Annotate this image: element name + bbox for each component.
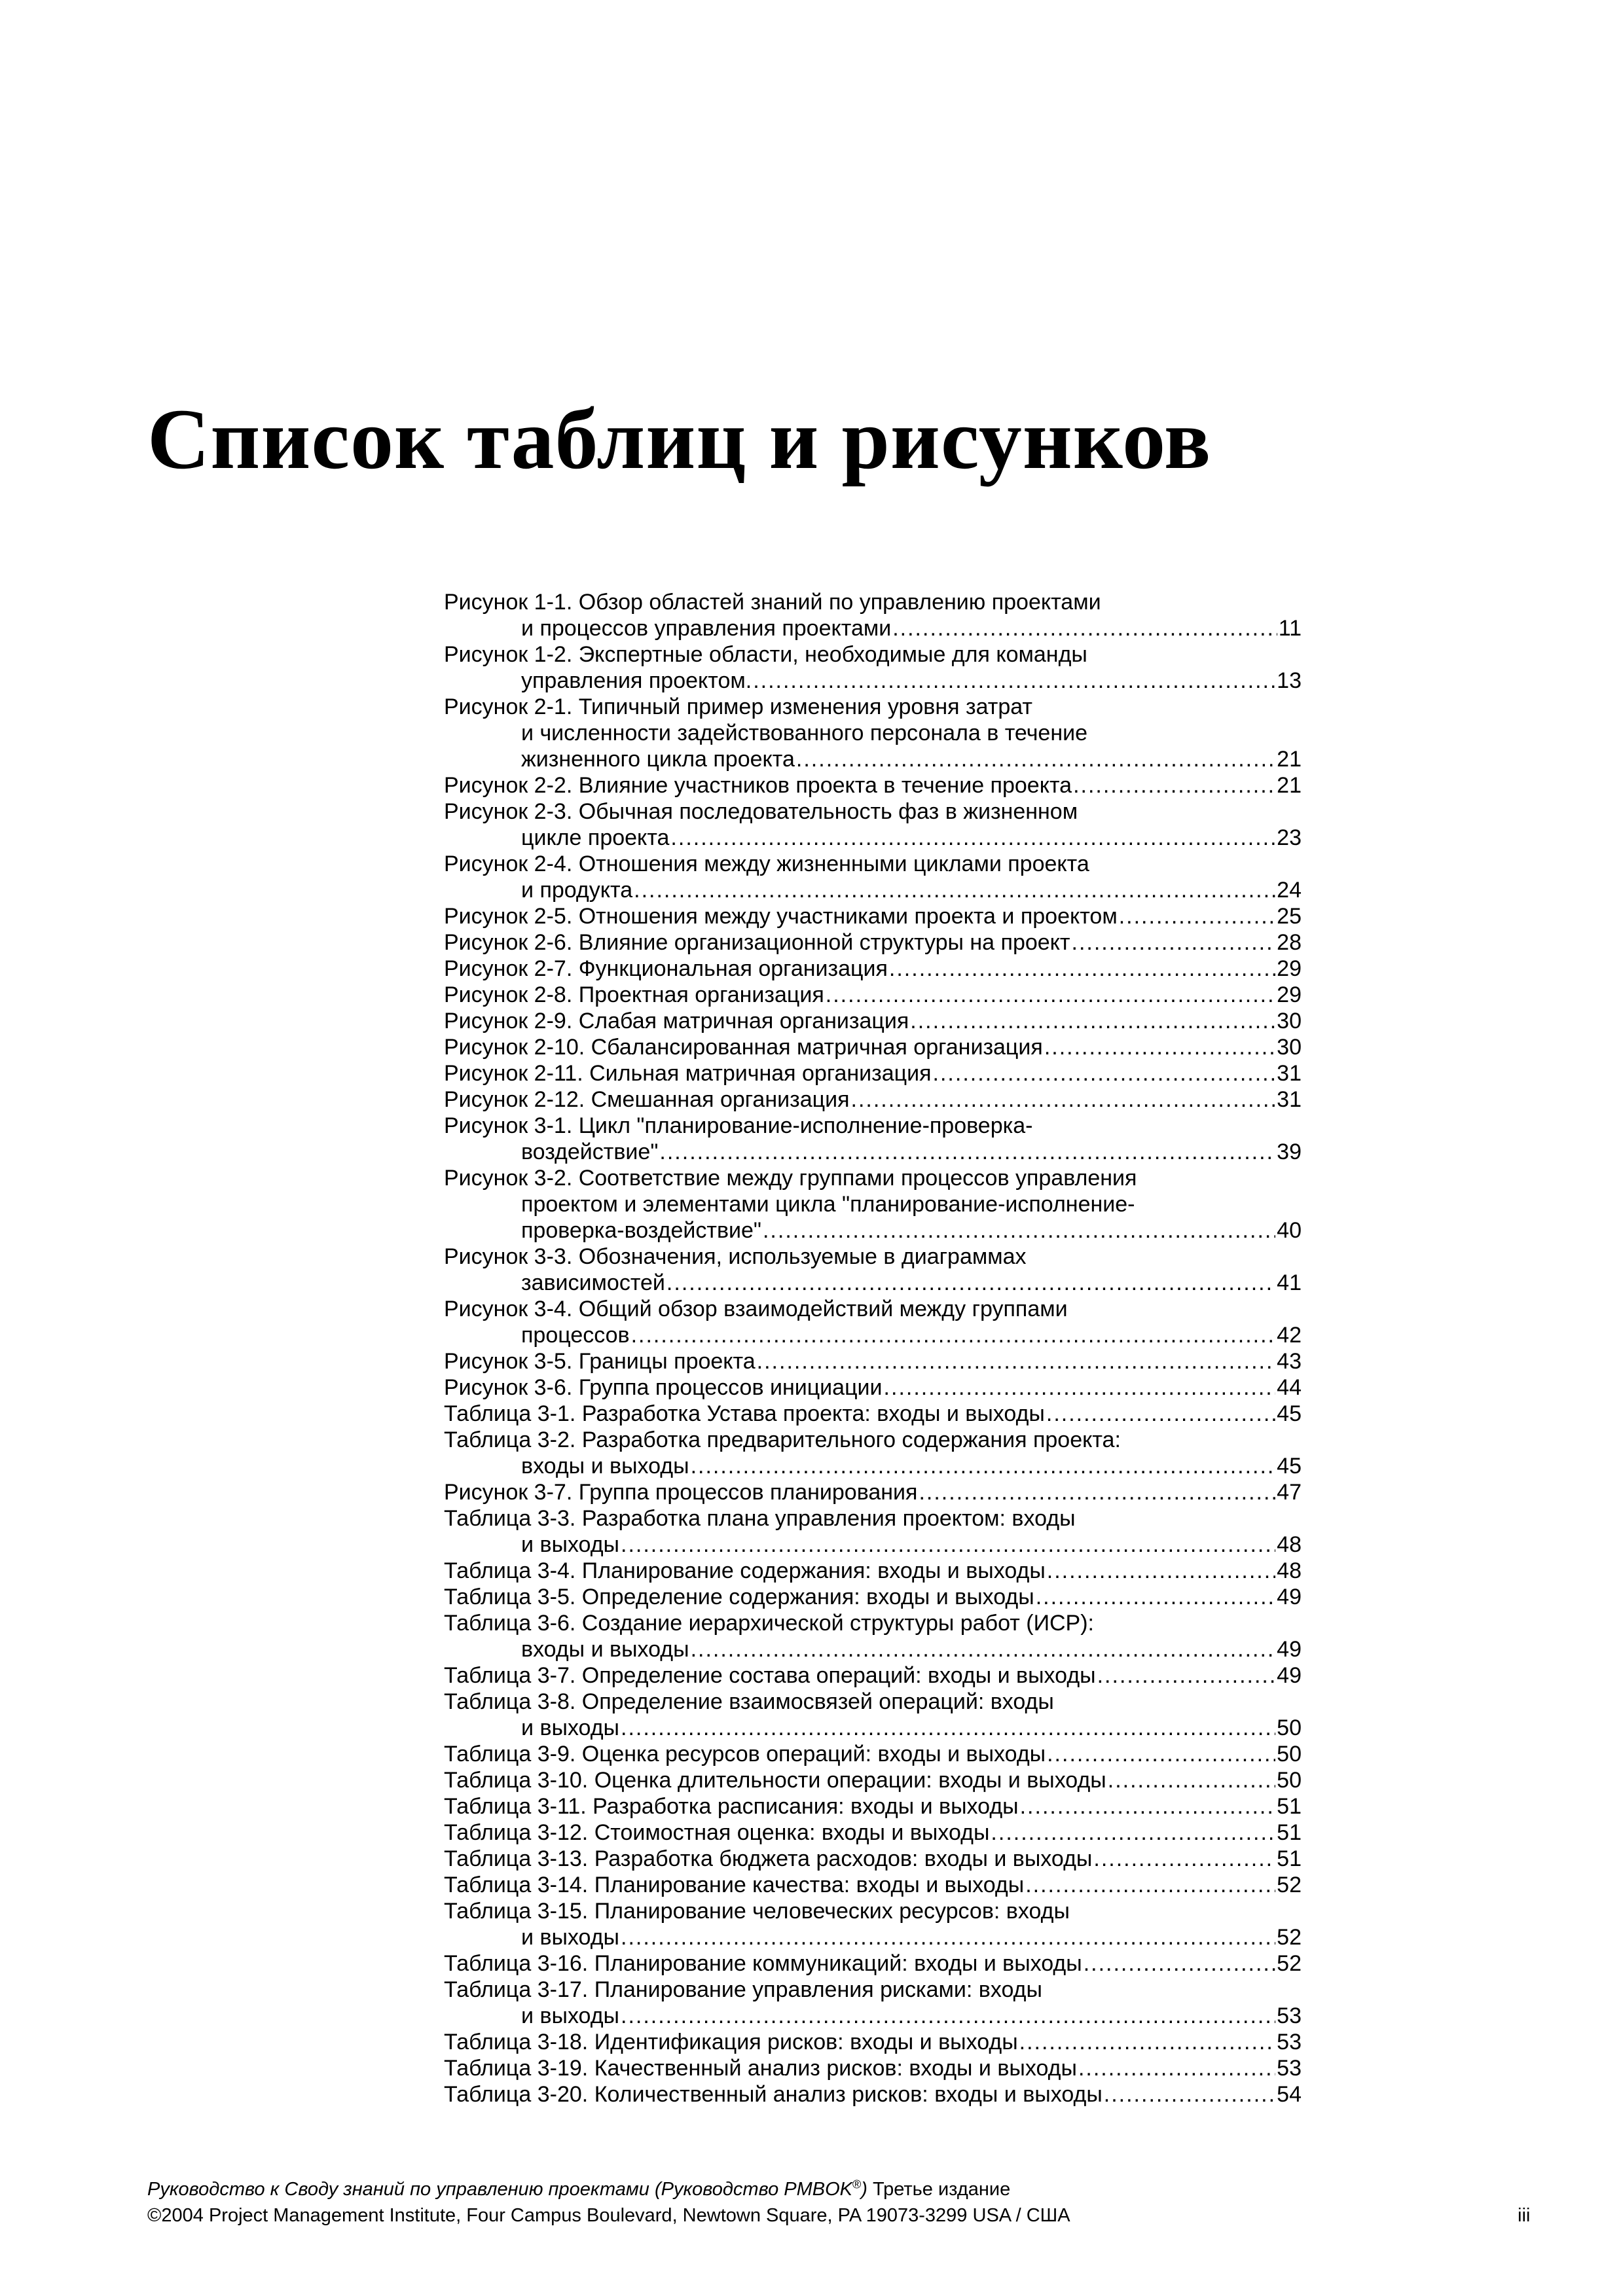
toc-entry-line-last (444, 1662, 1302, 1689)
toc-entry-text: и процессов управления проектами (521, 616, 892, 641)
toc-dot-leader (621, 1532, 1275, 1558)
toc-entry (444, 929, 1302, 956)
toc-entry-text: Таблица 3-16. Планирование коммуникаций: входы и выходы (444, 1951, 1082, 1976)
toc-entry-line-last (444, 903, 1302, 929)
toc-page-number: 13 (1277, 668, 1302, 693)
toc-entry-text: Таблица 3-9. Оценка ресурсов операций: входы и выходы (444, 1742, 1046, 1767)
toc-dot-leader (796, 746, 1275, 772)
toc-entry-line-last (444, 1479, 1302, 1505)
toc-dot-leader (851, 1086, 1276, 1113)
toc-entry-text: Таблица 3-8. Определение взаимосвязей операций: входы (444, 1689, 1054, 1714)
toc-page-number: 21 (1277, 747, 1302, 772)
toc-entry-text: Таблица 3-19. Качественный анализ рисков: входы и выходы (444, 2056, 1077, 2081)
toc-entry-text: Рисунок 2-1. Типичный пример изменения уровня затрат (444, 694, 1032, 719)
toc-entry-line-last (444, 615, 1302, 641)
toc-entry (444, 1898, 1302, 1950)
toc-entry-text: Таблица 3-7. Определение состава операций: входы и выходы (444, 1663, 1096, 1688)
toc-entry-line-last (444, 982, 1302, 1008)
toc-entry-line-last (444, 2003, 1302, 2029)
toc-entry (444, 1348, 1302, 1374)
toc-entry-text: Таблица 3-11. Разработка расписания: входы и выходы (444, 1794, 1019, 1819)
toc-entry (444, 1977, 1302, 2029)
toc-dot-leader (753, 668, 1275, 694)
toc-dot-leader (1047, 1741, 1275, 1767)
toc-entry (444, 1113, 1302, 1165)
toc-entry-text: и выходы (521, 1715, 619, 1740)
table-of-figures-list (444, 589, 1302, 2108)
toc-dot-leader (757, 1348, 1276, 1374)
toc-page-number: 47 (1277, 1480, 1302, 1505)
toc-entry-text: Таблица 3-20. Количественный анализ рисков: входы и выходы (444, 2082, 1103, 2107)
toc-dot-leader (1119, 903, 1275, 929)
toc-entry-line (444, 694, 1302, 720)
toc-entry-text: Рисунок 2-6. Влияние организационной структуры на проект (444, 930, 1070, 955)
toc-entry-text: Рисунок 2-7. Функциональная организация (444, 956, 888, 981)
toc-dot-leader (631, 1322, 1276, 1348)
toc-dot-leader (826, 982, 1275, 1008)
toc-entry-line-last (444, 746, 1302, 772)
toc-page-number: 31 (1277, 1087, 1302, 1112)
toc-entry-text: и выходы (521, 2003, 619, 2028)
toc-entry (444, 1086, 1302, 1113)
toc-page-number: 23 (1277, 825, 1302, 850)
toc-entry-text: Таблица 3-2. Разработка предварительного содержания проекта: (444, 1427, 1121, 1452)
toc-dot-leader (1044, 1034, 1275, 1060)
toc-entry-text: Рисунок 1-1. Обзор областей знаний по управлению проектами (444, 590, 1101, 615)
toc-entry (444, 2055, 1302, 2081)
toc-entry-line (444, 1427, 1302, 1453)
toc-entry (444, 1846, 1302, 1872)
toc-entry-line-last (444, 1086, 1302, 1113)
toc-entry-line-last (444, 1820, 1302, 1846)
toc-entry (444, 1767, 1302, 1793)
toc-page-number: 48 (1277, 1532, 1302, 1557)
toc-page-number: 45 (1277, 1454, 1302, 1479)
toc-dot-leader (1097, 1662, 1276, 1689)
toc-dot-leader (1047, 1558, 1275, 1584)
toc-page-number: 29 (1277, 956, 1302, 981)
toc-entry-line (444, 1113, 1302, 1139)
toc-entry (444, 2029, 1302, 2055)
toc-page-number: 52 (1277, 1873, 1302, 1897)
toc-entry-text: цикле проекта (521, 825, 670, 850)
toc-page-number: 51 (1277, 1820, 1302, 1845)
toc-entry-text: Таблица 3-4. Планирование содержания: входы и выходы (444, 1558, 1046, 1583)
toc-entry-line-last (444, 2081, 1302, 2108)
toc-entry (444, 1662, 1302, 1689)
toc-entry-line-last (444, 1532, 1302, 1558)
toc-entry (444, 1060, 1302, 1086)
toc-entry-text: жизненного цикла проекта (521, 747, 795, 772)
toc-entry-line-last (444, 1322, 1302, 1348)
toc-entry (444, 2081, 1302, 2108)
toc-dot-leader (691, 1636, 1276, 1662)
toc-page-number: 41 (1277, 1270, 1302, 1295)
toc-entry (444, 1584, 1302, 1610)
toc-page-number: 49 (1277, 1637, 1302, 1662)
toc-entry (444, 1505, 1302, 1558)
toc-entry (444, 1558, 1302, 1584)
toc-entry (444, 1793, 1302, 1820)
toc-entry-line-last (444, 1636, 1302, 1662)
toc-page-number: 25 (1277, 904, 1302, 929)
toc-entry-text: Рисунок 1-2. Экспертные области, необходимые для команды (444, 642, 1087, 667)
toc-entry-text: воздействие" (521, 1139, 659, 1164)
toc-page-number: 39 (1277, 1139, 1302, 1164)
toc-dot-leader (666, 1270, 1275, 1296)
toc-entry (444, 1479, 1302, 1505)
toc-entry-text: Рисунок 2-5. Отношения между участниками проекта и проектом (444, 904, 1118, 929)
toc-entry (444, 1296, 1302, 1348)
toc-entry-text: проектом и элементами цикла "планирование-исполнение- (521, 1192, 1135, 1217)
toc-entry-text: Рисунок 2-10. Сбалансированная матричная организация (444, 1035, 1043, 1060)
toc-entry-line-last (444, 1558, 1302, 1584)
toc-entry (444, 694, 1302, 772)
toc-entry-line-last (444, 1741, 1302, 1767)
toc-entry-line-last (444, 1584, 1302, 1610)
toc-entry-line-last (444, 772, 1302, 798)
toc-page-number: 29 (1277, 982, 1302, 1007)
toc-entry-text: входы и выходы (521, 1454, 689, 1479)
toc-entry (444, 1820, 1302, 1846)
toc-page-number: 40 (1277, 1218, 1302, 1243)
toc-entry-text: Рисунок 3-2. Соответствие между группами процессов управления (444, 1166, 1137, 1191)
toc-entry-text: Таблица 3-5. Определение содержания: входы и выходы (444, 1585, 1034, 1609)
toc-entry (444, 1950, 1302, 1977)
toc-entry-line (444, 1191, 1302, 1217)
toc-entry-line (444, 589, 1302, 615)
toc-entry (444, 1034, 1302, 1060)
toc-entry (444, 1244, 1302, 1296)
toc-dot-leader (1020, 1793, 1276, 1820)
toc-entry-text: Рисунок 3-1. Цикл "планирование-исполнение-проверка- (444, 1113, 1033, 1138)
toc-entry-line-last (444, 1767, 1302, 1793)
footer-book-title: Руководство к Своду знаний по управлению проектами (Руководство PMBOK®) Третье издание (147, 2178, 1011, 2200)
toc-entry-text: Таблица 3-6. Создание иерархической структуры работ (ИСР): (444, 1611, 1095, 1636)
toc-entry-text: Таблица 3-3. Разработка плана управления проектом: входы (444, 1506, 1076, 1531)
toc-dot-leader (889, 956, 1275, 982)
toc-page-number: 51 (1277, 1846, 1302, 1871)
toc-dot-leader (1108, 1767, 1275, 1793)
toc-entry (444, 851, 1302, 903)
toc-entry-text: Рисунок 3-3. Обозначения, используемые в диаграммах (444, 1244, 1027, 1269)
toc-entry-line-last (444, 1401, 1302, 1427)
toc-page-number: 53 (1277, 2056, 1302, 2081)
toc-entry-line-last (444, 825, 1302, 851)
toc-entry-line (444, 1244, 1302, 1270)
toc-page-number: 45 (1277, 1401, 1302, 1426)
toc-dot-leader (634, 877, 1275, 903)
page-number: iii (1518, 2205, 1531, 2226)
toc-entry-text: и продукта (521, 878, 633, 903)
toc-entry-text: Таблица 3-14. Планирование качества: входы и выходы (444, 1873, 1025, 1897)
toc-entry-text: Рисунок 2-12. Смешанная организация (444, 1087, 850, 1112)
toc-page-number: 11 (1278, 616, 1302, 641)
toc-entry-text: Рисунок 2-8. Проектная организация (444, 982, 824, 1007)
toc-entry-text: Таблица 3-10. Оценка длительности операции: входы и выходы (444, 1768, 1106, 1793)
toc-page-number: 50 (1277, 1768, 1302, 1793)
toc-entry-line-last (444, 877, 1302, 903)
toc-entry-line (444, 1977, 1302, 2003)
toc-entry-line-last (444, 1793, 1302, 1820)
toc-entry-line-last (444, 1348, 1302, 1374)
toc-dot-leader (621, 1924, 1275, 1950)
toc-entry-line-last (444, 1374, 1302, 1401)
toc-page-number: 21 (1277, 773, 1302, 798)
toc-entry-line-last (444, 1217, 1302, 1244)
toc-entry-line-last (444, 1715, 1302, 1741)
toc-entry-line-last (444, 1034, 1302, 1060)
toc-page-number: 42 (1277, 1323, 1302, 1348)
toc-entry-text: и численности задействованного персонала в течение (521, 721, 1088, 745)
toc-dot-leader (763, 1217, 1275, 1244)
toc-entry (444, 589, 1302, 641)
toc-entry-text: входы и выходы (521, 1637, 689, 1662)
toc-page-number: 43 (1277, 1349, 1302, 1374)
toc-entry-text: проверка-воздействие" (521, 1218, 761, 1243)
toc-page-number: 31 (1277, 1061, 1302, 1086)
toc-dot-leader (670, 825, 1275, 851)
toc-page-number: 53 (1277, 2030, 1302, 2054)
toc-page-number: 52 (1277, 1925, 1302, 1950)
toc-entry-line-last (444, 1270, 1302, 1296)
toc-entry (444, 956, 1302, 982)
toc-entry-text: Таблица 3-17. Планирование управления рисками: входы (444, 1977, 1042, 2002)
toc-entry-text: Рисунок 3-4. Общий обзор взаимодействий между группами (444, 1297, 1068, 1321)
toc-dot-leader (1072, 929, 1276, 956)
toc-entry-line (444, 1610, 1302, 1636)
toc-entry-text: Таблица 3-18. Идентификация рисков: входы и выходы (444, 2030, 1018, 2054)
toc-entry-line-last (444, 1924, 1302, 1950)
toc-entry-line-last (444, 1139, 1302, 1165)
toc-dot-leader (991, 1820, 1275, 1846)
toc-dot-leader (910, 1008, 1275, 1034)
toc-dot-leader (1046, 1401, 1275, 1427)
toc-entry-text: Рисунок 2-4. Отношения между жизненными циклами проекта (444, 852, 1089, 876)
toc-entry-line (444, 641, 1302, 668)
toc-entry (444, 982, 1302, 1008)
toc-dot-leader (919, 1479, 1275, 1505)
toc-entry-line (444, 1296, 1302, 1322)
toc-page-number: 51 (1277, 1794, 1302, 1819)
toc-dot-leader (1019, 2029, 1276, 2055)
toc-entry-text: Рисунок 3-7. Группа процессов планирования (444, 1480, 918, 1505)
toc-entry-line-last (444, 1872, 1302, 1898)
toc-dot-leader (691, 1453, 1276, 1479)
toc-page-number: 50 (1277, 1742, 1302, 1767)
toc-entry-line-last (444, 1453, 1302, 1479)
toc-dot-leader (1036, 1584, 1275, 1610)
toc-page-number: 30 (1277, 1035, 1302, 1060)
toc-page-number: 48 (1277, 1558, 1302, 1583)
page-title: Список таблиц и рисунков (147, 391, 1212, 487)
toc-dot-leader (621, 1715, 1275, 1741)
toc-entry-text: Рисунок 3-5. Границы проекта (444, 1349, 756, 1374)
toc-entry-text: Таблица 3-15. Планирование человеческих ресурсов: входы (444, 1899, 1070, 1924)
toc-entry (444, 798, 1302, 851)
toc-page-number: 50 (1277, 1715, 1302, 1740)
toc-entry (444, 1427, 1302, 1479)
toc-page-number: 49 (1277, 1663, 1302, 1688)
toc-dot-leader (1078, 2055, 1275, 2081)
toc-page-number: 49 (1277, 1585, 1302, 1609)
toc-entry-text: Таблица 3-12. Стоимостная оценка: входы и выходы (444, 1820, 990, 1845)
toc-entry-text: Рисунок 2-11. Сильная матричная организация (444, 1061, 932, 1086)
toc-entry-text: Таблица 3-13. Разработка бюджета расходов: входы и выходы (444, 1846, 1093, 1871)
toc-entry-text: процессов (521, 1323, 630, 1348)
toc-entry-text: Рисунок 3-6. Группа процессов инициации (444, 1375, 883, 1400)
toc-dot-leader (1104, 2081, 1275, 2108)
toc-entry-text: зависимостей (521, 1270, 665, 1295)
toc-entry-line-last (444, 1060, 1302, 1086)
toc-page-number: 44 (1277, 1375, 1302, 1400)
toc-entry-text: Рисунок 2-3. Обычная последовательность фаз в жизненном (444, 799, 1078, 824)
toc-entry-line-last (444, 956, 1302, 982)
toc-page-number: 53 (1277, 2003, 1302, 2028)
toc-dot-leader (1084, 1950, 1275, 1977)
toc-entry-line-last (444, 1008, 1302, 1034)
toc-entry-line (444, 1898, 1302, 1924)
toc-entry (444, 1165, 1302, 1244)
toc-dot-leader (1073, 772, 1275, 798)
toc-entry-line-last (444, 1846, 1302, 1872)
toc-entry (444, 772, 1302, 798)
toc-page-number: 28 (1277, 930, 1302, 955)
toc-entry-text: и выходы (521, 1925, 619, 1950)
toc-dot-leader (933, 1060, 1276, 1086)
toc-entry-line-last (444, 668, 1302, 694)
toc-entry-line (444, 851, 1302, 877)
toc-entry (444, 1610, 1302, 1662)
toc-entry (444, 1872, 1302, 1898)
toc-entry (444, 1008, 1302, 1034)
toc-entry (444, 1401, 1302, 1427)
toc-page-number: 54 (1277, 2082, 1302, 2107)
toc-dot-leader (884, 1374, 1276, 1401)
toc-page-number: 30 (1277, 1009, 1302, 1033)
toc-dot-leader (621, 2003, 1275, 2029)
toc-entry-line (444, 1165, 1302, 1191)
toc-entry (444, 1374, 1302, 1401)
toc-entry-line (444, 720, 1302, 746)
toc-entry (444, 1689, 1302, 1741)
toc-entry-line (444, 798, 1302, 825)
toc-entry-line-last (444, 1950, 1302, 1977)
toc-dot-leader (892, 615, 1277, 641)
toc-entry (444, 1741, 1302, 1767)
toc-entry-line (444, 1505, 1302, 1532)
toc-page-number: 52 (1277, 1951, 1302, 1976)
page-footer (147, 2176, 1529, 2229)
toc-page-number: 24 (1277, 878, 1302, 903)
toc-entry-text: управления проектом. (521, 668, 752, 693)
toc-entry-line-last (444, 2055, 1302, 2081)
toc-entry-line-last (444, 929, 1302, 956)
toc-entry (444, 641, 1302, 694)
toc-dot-leader (1025, 1872, 1275, 1898)
toc-entry-text: Рисунок 2-2. Влияние участников проекта в течение проекта (444, 773, 1072, 798)
toc-dot-leader (659, 1139, 1275, 1165)
toc-entry (444, 903, 1302, 929)
toc-entry-text: Таблица 3-1. Разработка Устава проекта: входы и выходы (444, 1401, 1045, 1426)
toc-entry-line-last (444, 2029, 1302, 2055)
toc-entry-line (444, 1689, 1302, 1715)
footer-copyright: ©2004 Project Management Institute, Four Campus Boulevard, Newtown Square, PA 19073-3299 USA / США (147, 2205, 1070, 2226)
toc-entry-text: Рисунок 2-9. Слабая матричная организация (444, 1009, 909, 1033)
toc-entry-text: и выходы (521, 1532, 619, 1557)
toc-dot-leader (1093, 1846, 1275, 1872)
